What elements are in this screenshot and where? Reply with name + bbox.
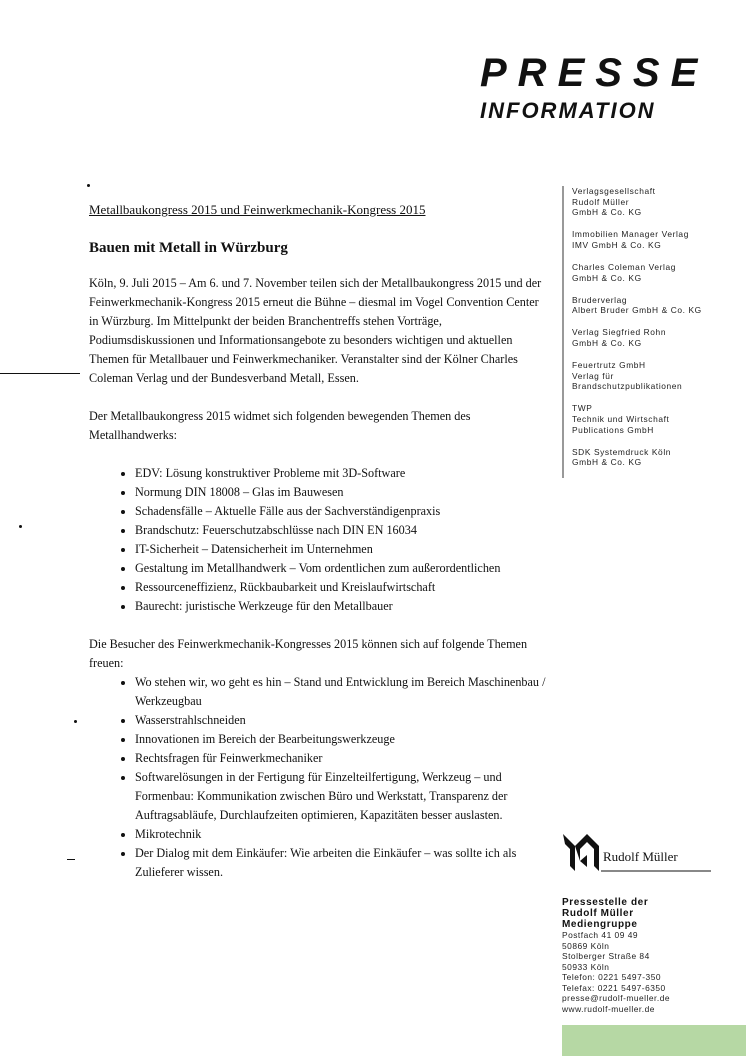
publisher-entry: [572, 360, 742, 392]
contact-title-line: Rudolf Müller: [562, 908, 634, 919]
publisher-entry: [572, 447, 742, 468]
contact-line: Postfach 41 09 49: [562, 930, 639, 940]
publisher-line: Brandschutzpublikationen: [572, 381, 683, 392]
logo-wordmark: Rudolf Müller: [603, 849, 678, 864]
publisher-entry: [572, 327, 742, 348]
publisher-line: Technik und Wirtschaft: [572, 413, 670, 424]
list-item: • EDV: Lösung konstruktiver Probleme mit 3D-Software: [135, 464, 549, 483]
publisher-line: Verlag für: [572, 370, 614, 381]
contact-title-line: Mediengruppe: [562, 919, 638, 930]
publisher-line: Verlagsgesellschaft: [572, 186, 656, 196]
contact-line: Telefax: 0221 5497-6350: [562, 982, 666, 993]
article-headline: Bauen mit Metall in Würzburg: [89, 240, 288, 256]
publisher-line: Publications GmbH: [572, 424, 654, 435]
publisher-line: GmbH & Co. KG: [572, 272, 642, 283]
publisher-line: Albert Bruder GmbH & Co. KG: [572, 305, 702, 316]
list-item: • Der Dialog mit dem Einkäufer: Wie arbeiten die Einkäufer – was sollte ich als Zulieferer wissen.: [135, 844, 549, 882]
contact-email-link[interactable]: presse@rudolf-mueller.de: [562, 993, 671, 1003]
publisher-line: SDK Systemdruck Köln: [572, 446, 672, 457]
list-item: • Rechtsfragen für Feinwerkmechaniker: [135, 749, 549, 768]
publisher-entry: [572, 186, 742, 218]
press-title: PRESSE: [480, 51, 709, 95]
contact-title-line: Pressestelle der: [562, 897, 649, 908]
publisher-line: Rudolf Müller: [572, 196, 630, 207]
article-intro-feinwerk: Die Besucher des Feinwerkmechanik-Kongresses 2015 können sich auf folgende Themen freuen:: [89, 637, 528, 670]
margin-dot: [19, 525, 22, 528]
list-item: • Wo stehen wir, wo geht es hin – Stand und Entwicklung im Bereich Maschinenbau / Werkzeugbau: [135, 673, 549, 711]
publisher-line: IMV GmbH & Co. KG: [572, 239, 662, 250]
list-item: • Wasserstrahlschneiden: [135, 711, 549, 730]
publisher-line: Feuertrutz GmbH: [572, 360, 646, 371]
margin-rule: [0, 373, 80, 374]
publisher-entry: [572, 229, 742, 250]
press-contact: [562, 897, 742, 1014]
topic-list-feinwerk: [89, 673, 549, 882]
margin-dot: [87, 184, 90, 187]
list-item: • Mikrotechnik: [135, 825, 549, 844]
list-item: • Softwarelösungen in der Fertigung für Einzelteilfertigung, Werkzeug – und Formenbau: Kommunikation zwischen Büro und Werkstatt, Transparenz der Auftragsabläufe, Durchlaufzeiten optimieren, Kapazitäten besser auslasten.: [135, 768, 549, 825]
publisher-line: GmbH & Co. KG: [572, 457, 642, 468]
article-intro-metallbau: Der Metallbaukongress 2015 widmet sich folgenden bewegenden Themen des Metallhandwerks:: [89, 409, 471, 442]
list-item: • Normung DIN 18008 – Glas im Bauwesen: [135, 483, 549, 502]
topic-list-metallbau: [89, 464, 549, 616]
contact-line: 50869 Köln: [562, 940, 610, 951]
list-item: • Baurecht: juristische Werkzeuge für den Metallbauer: [135, 597, 549, 616]
list-item: • Innovationen im Bereich der Bearbeitungswerkzeuge: [135, 730, 549, 749]
contact-line: Telefon: 0221 5497-350: [562, 972, 662, 982]
list-item: • IT-Sicherheit – Datensicherheit im Unternehmen: [135, 540, 549, 559]
accent-box: [562, 1025, 746, 1056]
publisher-line: Charles Coleman Verlag: [572, 261, 676, 272]
publisher-list: [572, 186, 742, 479]
publisher-line: Bruderverlag: [572, 294, 628, 305]
margin-rule: [67, 859, 75, 860]
list-item: • Schadensfälle – Aktuelle Fälle aus der Sachverständigenpraxis: [135, 502, 549, 521]
list-item: • Brandschutz: Feuerschutzabschlüsse nach DIN EN 16034: [135, 521, 549, 540]
margin-dot: [74, 720, 77, 723]
publisher-entry: [572, 403, 742, 435]
sidebar-rule: [562, 186, 564, 478]
contact-line: 50933 Köln: [562, 961, 610, 972]
article-body: [89, 200, 549, 882]
article-lead: Köln, 9. Juli 2015 – Am 6. und 7. November teilen sich der Metallbaukongress 2015 und der Feinwerkmechanik-Kongress 2015 erneut die Bühne – diesmal im Vogel Convention Center in Würzburg. Im Mittelpunkt der beiden Branchentreffs stehen Vorträge, Podiumsdiskussionen und Informationsangebote zu besonders wichtigen und aktuellen Themen für Metallbauer und Feinwerkmechaniker. Veranstalter sind der Kölner Charles Coleman Verlag und der Bundesverband Metall, Essen.: [89, 276, 542, 385]
publisher-entry: [572, 262, 742, 283]
press-subtitle: INFORMATION: [480, 98, 656, 123]
publisher-line: Verlag Siegfried Rohn: [572, 327, 667, 338]
list-item: • Gestaltung im Metallhandwerk – Vom ordentlichen zum außerordentlichen: [135, 559, 549, 578]
contact-website-link[interactable]: www.rudolf-mueller.de: [562, 1003, 655, 1014]
publisher-line: TWP: [572, 403, 593, 414]
publisher-line: Immobilien Manager Verlag: [572, 229, 689, 240]
publisher-entry: [572, 295, 742, 316]
publisher-line: GmbH & Co. KG: [572, 337, 642, 348]
list-item: • Ressourceneffizienz, Rückbaubarkeit und Kreislaufwirtschaft: [135, 578, 549, 597]
article-kicker: Metallbaukongress 2015 und Feinwerkmechanik-Kongress 2015: [89, 202, 426, 217]
contact-line: Stolberger Straße 84: [562, 951, 650, 961]
publisher-line: GmbH & Co. KG: [572, 207, 642, 218]
